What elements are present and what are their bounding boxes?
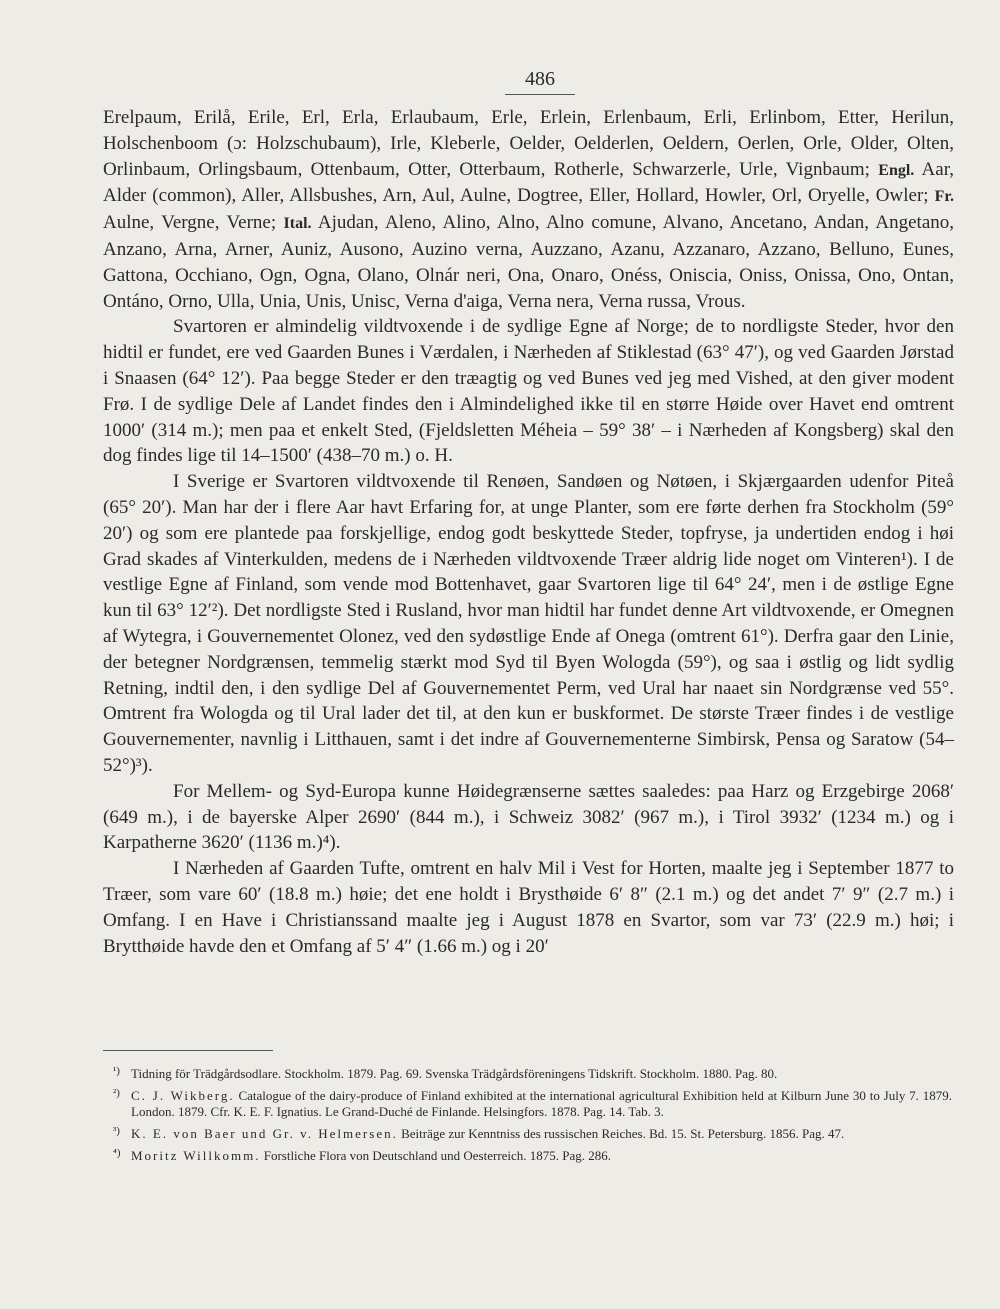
footnote-mark: ³) bbox=[113, 1125, 120, 1137]
footnote-text: Catalogue of the dairy-produce of Finland exhibited at the international agricultural Exhibition held at Kilburn June 30 to July 7. 1879. London. 1879. Cfr. K. E. F. Ignatius. Le Grand-Duché de Finlande. Helsingfors. 1878. Pag. 14. Tab. 3. bbox=[131, 1088, 952, 1119]
paragraph-names-list bbox=[103, 105, 954, 314]
french-label: Fr. bbox=[934, 188, 954, 206]
footnote-mark: ⁴) bbox=[113, 1147, 121, 1159]
footnote bbox=[103, 1088, 952, 1120]
body-text bbox=[103, 105, 954, 959]
footnote bbox=[103, 1126, 952, 1142]
paragraph-measurements: I Nærheden af Gaarden Tufte, omtrent en halv Mil i Vest for Horten, maalte jeg i September 1877 to Træer, som vare 60′ (18.8 m.) høie; det ene holdt i Brysthøide 6′ 8″ (2.1 m.) og det andet 7′ 9″ (2.7 m.) i Omfang. I en Have i Christianssand maalte jeg i August 1878 en Svartor, som var 73′ (22.9 m.) høi; i Brytthøide havde den et Omfang af 5′ 4″ (1.66 m.) og i 20′ bbox=[103, 858, 954, 957]
footnote bbox=[103, 1066, 952, 1082]
english-names: Aar, Alder (common), Aller, Allsbushes, Arn, Aul, Aulne, Dogtree, Eller, Hollard, Howler, Orl, Oryelle, Owler; bbox=[103, 158, 955, 207]
footnote-text: Forstliche Flora von Deutschland und Oesterreich. 1875. Pag. 286. bbox=[263, 1148, 612, 1163]
footnote-author: C. J. Wikberg. bbox=[131, 1088, 235, 1103]
footnote-divider bbox=[103, 1050, 273, 1051]
paragraph-norway: Svartoren er almindelig vildtvoxende i de sydlige Egne af Norge; de to nordligste Steder, hvor den hidtil er fundet, ere ved Gaarden Bunes i Værdalen, i Nærheden af Stiklestad (63° 47′), og ved Gaarden Jørstad i Snaasen (64° 12′). Paa begge Steder er den træagtig og ved Bunes ved jeg med Vished, at den giver modent Frø. I de sydlige Dele af Landet findes den i Almindelighed ikke til en større Høide over Havet end omtrent 1000′ (314 m.); men paa et enkelt Sted, (Fjeldsletten Méheia – 59° 38′ – i Nærheden af Kongsberg) skal den dog findes lige til 14–1500′ (438–70 m.) o. H. bbox=[103, 316, 954, 467]
footnote-mark: ²) bbox=[113, 1087, 120, 1099]
german-names: Erelpaum, Erilå, Erile, Erl, Erla, Erlaubaum, Erle, Erlein, Erlenbaum, Erli, Erlinbom, Etter, Herilun, Holschenboom (ɔ: Holzschubaum), Irle, Kleberle, Oelder, Oelderlen, Oeldern, Oerlen, Orle, Older, Olten, Orlinbaum, Orlingsbaum, Ottenbaum, Otter, Otterbaum, Rotherle, Schwarzerle, Urle, Vignbaum; bbox=[103, 107, 954, 180]
footnote-author: K. E. von Baer und Gr. v. Helmersen. bbox=[131, 1126, 398, 1141]
page-number: 486 bbox=[505, 68, 575, 95]
italian-label: Ital. bbox=[283, 215, 312, 233]
paragraph-sweden-finland-russia: I Sverige er Svartoren vildtvoxende til Renøen, Sandøen og Nøtøen, i Skjærgaarden udenfor Piteå (65° 20′). Man har der i flere Aar havt Erfaring for, at unge Planter, som ere førte derhen fra Stockholm (59° 20′) og som ere plantede paa forskjellige, endog godt beskyttede Steder, topfryse, ja undertiden endog i høi Grad skades af Vinterkulden, medens de i Nærheden vildtvoxende Træer aldrig lide noget om Vinteren¹). I de vestlige Egne af Finland, som vende mod Bottenhavet, gaar Svartoren lige til 64° 24′, men i de østlige Egne kun til 63° 12′²). Det nordligste Sted i Rusland, hvor man hidtil har fundet denne Art vildtvoxende, er Omegnen af Wytegra, i Gouvernementet Olonez, ved den sydøstlige Ende af Onega (omtrent 61°). Derfra gaar den Linie, der betegner Nordgrænsen, temmelig stærkt mod Syd til Byen Wologda (59°), og saa i østlig og lidt sydlig Retning, indtil den, i den sydlige Del af Gouvernementet Perm, ved Ural har naaet sin Nordgrænse ved 55°. Omtrent fra Wologda og til Ural lader det til, at den kun er buskformet. De største Træer findes i de vestlige Gouvernementer, navnlig i Litthauen, samt i det indre af Gouvernementerne Simbirsk, Pensa og Saratow (54–52°)³). bbox=[103, 471, 954, 776]
footnote bbox=[103, 1148, 952, 1164]
footnote-text: Beiträge zur Kenntniss des russischen Reiches. Bd. 15. St. Petersburg. 1856. Pag. 47. bbox=[401, 1126, 845, 1141]
english-label: Engl. bbox=[878, 161, 915, 179]
footnote-author: Moritz Willkomm. bbox=[131, 1148, 261, 1163]
french-names: Aulne, Vergne, Verne; bbox=[103, 212, 277, 234]
paragraph-europe-heights: For Mellem- og Syd-Europa kunne Høidegrænserne sættes saaledes: paa Harz og Erzgebirge 2068′ (649 m.), i de bayerske Alper 2690′ (844 m.), i Schweiz 3082′ (967 m.), i Tirol 3932′ (1234 m.) og i Karpatherne 3620′ (1136 m.)⁴). bbox=[103, 780, 954, 854]
footnotes bbox=[103, 1066, 952, 1170]
footnote-text: Tidning för Trädgårdsodlare. Stockholm. 1879. Pag. 69. Svenska Trädgårdsföreningens Tidskrift. Stockholm. 1880. Pag. 80. bbox=[131, 1066, 778, 1081]
footnote-mark: ¹) bbox=[113, 1065, 120, 1077]
italian-names: Ajudan, Aleno, Alino, Alno, Alno comune, Alvano, Ancetano, Andan, Angetano, Anzano, Arna, Arner, Auniz, Ausono, Auzino verna, Auzzano, Azanu, Azzanaro, Azzano, Belluno, Eunes, Gattona, Occhiano, Ogn, Ogna, Olano, Olnár neri, Ona, Onaro, Onéss, Oniscia, Oniss, Onissa, Ono, Ontan, Ontáno, Orno, Ulla, Unia, Unis, Unisc, Verna d'aiga, Verna nera, Verna russa, Vrous. bbox=[103, 212, 955, 312]
